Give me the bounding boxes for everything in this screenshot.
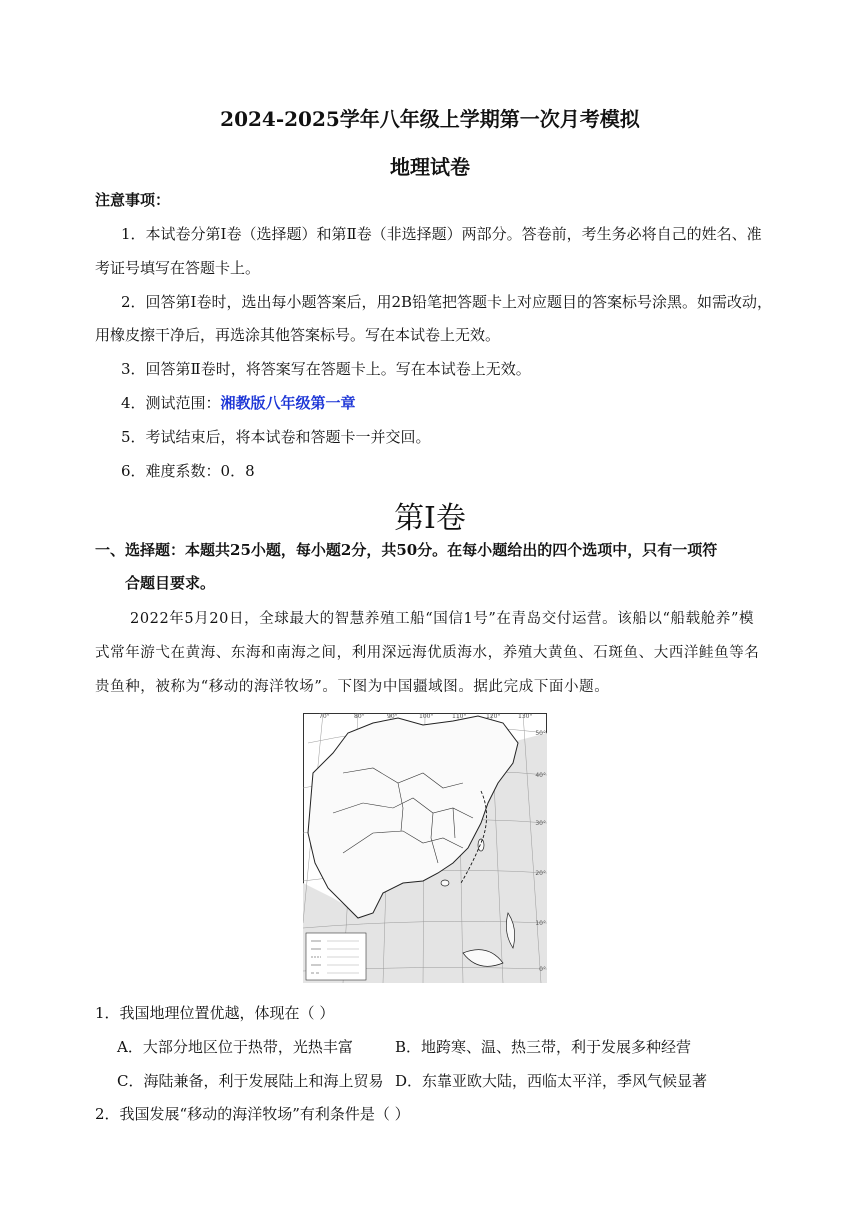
question-1-option-a: A．大部分地区位于热带，光热丰富 bbox=[117, 1038, 353, 1056]
lon-label-100: 100° bbox=[419, 713, 434, 720]
question-2: 2．我国发展“移动的海洋牧场”有利条件是（ ） bbox=[95, 1105, 410, 1123]
note-item-2-line-1: 2．回答第Ⅰ卷时，选出每小题答案后，用2B铅笔把答题卡上对应题目的答案标号涂黑。如需改动， bbox=[121, 293, 773, 311]
lon-label-90: 90° bbox=[387, 713, 398, 720]
exam-subtitle: 地理试卷 bbox=[390, 155, 470, 179]
note-item-3: 3．回答第Ⅱ卷时，将答案写在答题卡上。写在本试卷上无效。 bbox=[121, 360, 531, 378]
test-scope: 湘教版八年级第一章 bbox=[220, 394, 356, 412]
section-instruction-line-2: 合题目要求。 bbox=[125, 574, 216, 592]
lat-label-30: 30° bbox=[535, 820, 546, 827]
lat-label-20: 20° bbox=[535, 870, 546, 877]
taiwan-island bbox=[478, 839, 484, 851]
passage-line-3: 贵鱼种，被称为“移动的海洋牧场”。下图为中国疆域图。据此完成下面小题。 bbox=[95, 679, 610, 695]
note-item-4 bbox=[121, 393, 356, 413]
note-item-1-line-1: 1．本试卷分第Ⅰ卷（选择题）和第Ⅱ卷（非选择题）两部分。答卷前，考生务必将自己的姓名、准 bbox=[121, 225, 762, 243]
lon-label-110: 110° bbox=[452, 713, 467, 720]
note-item-2-line-2: 用橡皮擦干净后，再选涂其他答案标号。写在本试卷上无效。 bbox=[95, 326, 501, 344]
question-1: 1．我国地理位置优越，体现在（ ） bbox=[95, 1004, 335, 1022]
passage-line-1: 2022年5月20日，全球最大的智慧养殖工船“国信1号”在青岛交付运营。该船以“船载舱养”模 bbox=[130, 611, 755, 627]
section-instruction-line-1: 一、选择题：本题共25小题，每小题2分，共50分。在每小题给出的四个选项中，只有一项符 bbox=[95, 541, 718, 559]
note-item-6: 6．难度系数：0．8 bbox=[121, 462, 255, 480]
question-1-option-b: B．地跨寒、温、热三带，利于发展多种经营 bbox=[395, 1038, 692, 1056]
question-1-option-c: C．海陆兼备，利于发展陆上和海上贸易 bbox=[117, 1072, 384, 1090]
notes-heading: 注意事项： bbox=[95, 191, 171, 209]
note-item-4-prefix: 4．测试范围： bbox=[121, 394, 221, 412]
lat-label-10: 10° bbox=[535, 920, 546, 927]
lat-label-0: 0° bbox=[539, 966, 546, 973]
lon-label-80: 80° bbox=[354, 713, 365, 720]
china-territory-map bbox=[303, 713, 547, 983]
question-1-option-d: D．东靠亚欧大陆，西临太平洋，季风气候显著 bbox=[395, 1072, 708, 1090]
lat-label-40: 40° bbox=[535, 772, 546, 779]
note-item-1-line-2: 考证号填写在答题卡上。 bbox=[95, 259, 261, 277]
lon-label-120: 120° bbox=[486, 713, 501, 720]
note-item-5: 5．考试结束后，将本试卷和答题卡一并交回。 bbox=[121, 428, 431, 446]
hainan-island bbox=[441, 880, 449, 886]
lon-label-70: 70° bbox=[319, 713, 330, 720]
lat-label-50: 50° bbox=[535, 730, 546, 737]
lon-label-130: 130° bbox=[518, 713, 533, 720]
map-svg bbox=[303, 713, 547, 983]
section-title: 第Ⅰ卷 bbox=[394, 501, 466, 536]
exam-title: 2024-2025学年八年级上学期第一次月考模拟 bbox=[220, 107, 640, 131]
passage-line-2: 式常年游弋在黄海、东海和南海之间，利用深远海优质海水，养殖大黄鱼、石斑鱼、大西洋鲑鱼等名 bbox=[95, 645, 760, 661]
